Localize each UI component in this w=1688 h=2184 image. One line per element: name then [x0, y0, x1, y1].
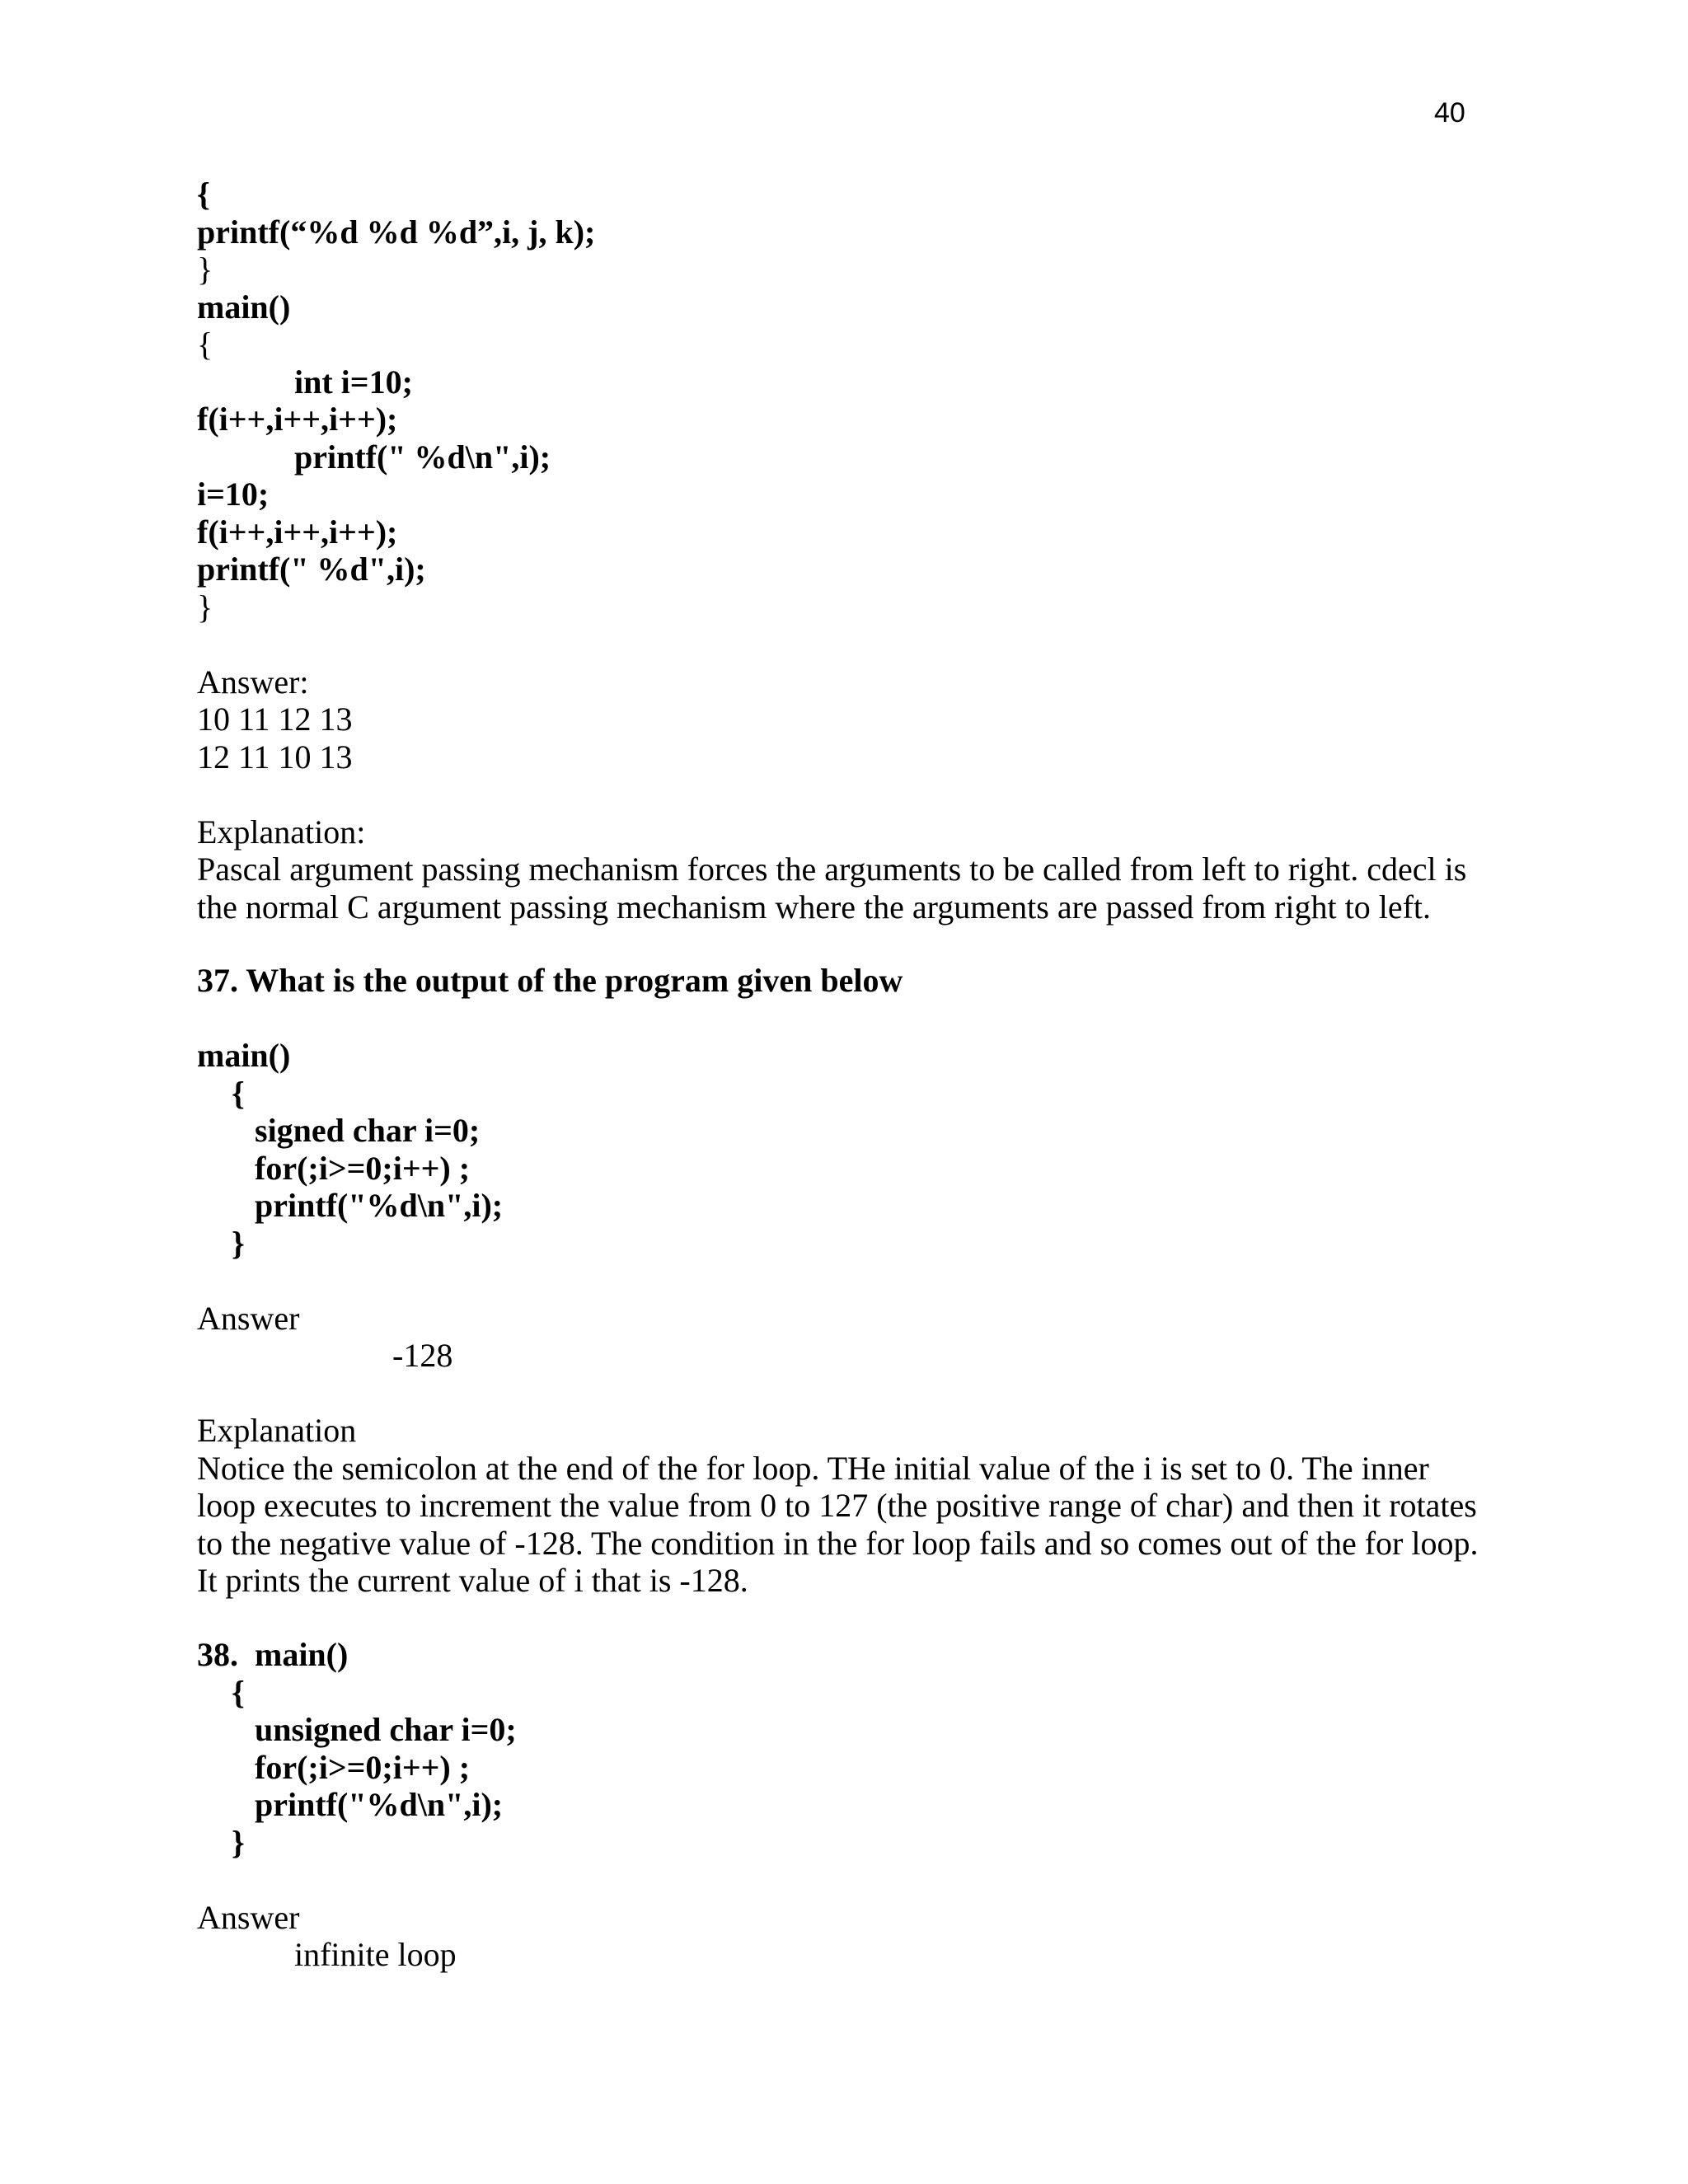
- code-line: signed char i=0;: [255, 1112, 481, 1149]
- code-line: }: [197, 588, 213, 626]
- question-heading: [197, 1636, 1483, 1674]
- question-number: 38.: [197, 1636, 238, 1673]
- code-line: {: [197, 326, 213, 363]
- code-line: }: [232, 1823, 245, 1861]
- code-line: {: [197, 176, 210, 213]
- code-line: for(;i>=0;i++) ;: [255, 1149, 471, 1187]
- code-line: printf(“%d %d %d”,i, j, k);: [197, 213, 596, 251]
- code-line: main(): [255, 1636, 349, 1673]
- code-line: printf(" %d\n",i);: [294, 438, 551, 476]
- answer-line: 12 11 10 13: [197, 738, 353, 776]
- answer-label: Answer: [197, 1898, 300, 1936]
- code-line: }: [232, 1224, 245, 1262]
- question-37: [197, 962, 1483, 1600]
- code-line: printf("%d\n",i);: [255, 1786, 504, 1823]
- explanation-label: Explanation: [197, 1412, 357, 1449]
- code-line: {: [232, 1074, 245, 1112]
- code-line: int i=10;: [294, 363, 413, 401]
- code-block-continued: [197, 176, 1483, 926]
- code-line: main(): [197, 1037, 291, 1074]
- code-line: for(;i>=0;i++) ;: [255, 1748, 471, 1786]
- question-heading: 37. What is the output of the program given below: [197, 962, 903, 999]
- explanation-line: loop executes to increment the value from 0 to 127 (the positive range of char) and then it rotates: [197, 1487, 1477, 1524]
- code-line: f(i++,i++,i++);: [197, 401, 398, 438]
- explanation-line: the normal C argument passing mechanism where the arguments are passed from right to left.: [197, 888, 1432, 926]
- explanation-label: Explanation:: [197, 813, 366, 851]
- page-number: 40: [1434, 97, 1465, 129]
- answer-label: Answer: [197, 1299, 300, 1337]
- answer-label: Answer:: [197, 663, 309, 701]
- code-line: printf(" %d",i);: [197, 551, 426, 588]
- code-line: }: [197, 251, 213, 288]
- explanation-line: Pascal argument passing mechanism forces the arguments to be called from left to right. cdecl is: [197, 851, 1467, 888]
- explanation-line: It prints the current value of i that is -128.: [197, 1562, 748, 1599]
- code-line: printf("%d\n",i);: [255, 1187, 504, 1224]
- explanation-line: to the negative value of -128. The condition in the for loop fails and so comes out of the for loop.: [197, 1524, 1479, 1562]
- answer-value: infinite loop: [294, 1936, 457, 1973]
- answer-line: 10 11 12 13: [197, 701, 353, 738]
- code-line: i=10;: [197, 476, 270, 513]
- explanation-line: Notice the semicolon at the end of the for loop. THe initial value of the i is set to 0. The inner: [197, 1449, 1429, 1487]
- code-line: main(): [197, 288, 291, 326]
- code-line: f(i++,i++,i++);: [197, 513, 398, 551]
- answer-value: -128: [392, 1337, 453, 1374]
- code-line: {: [232, 1673, 245, 1711]
- question-38: [197, 1636, 1483, 1974]
- code-line: unsigned char i=0;: [255, 1711, 517, 1748]
